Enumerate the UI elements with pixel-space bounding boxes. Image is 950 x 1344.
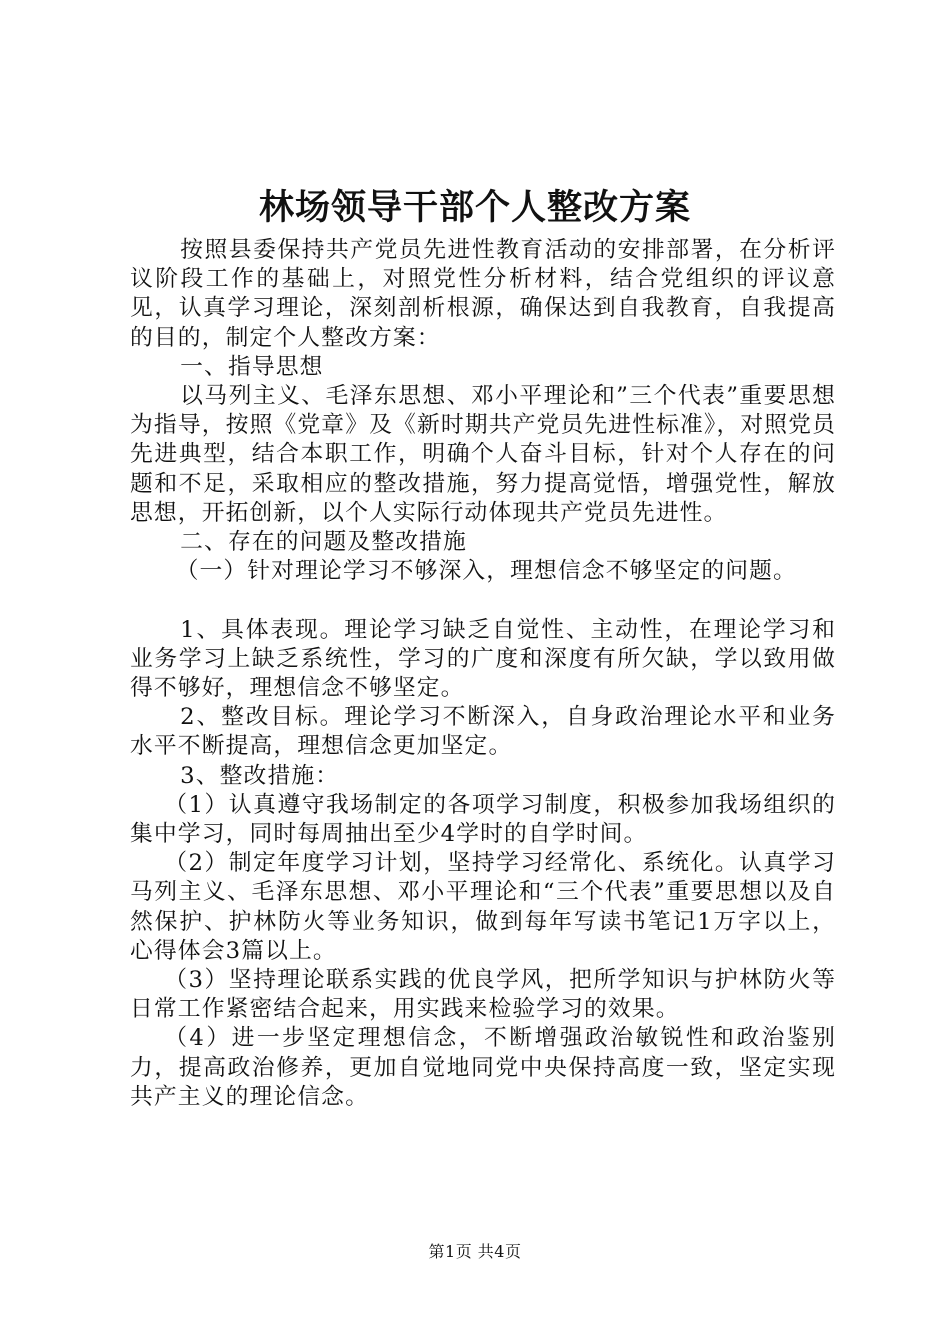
item-rectification-goal: 2、整改目标。理论学习不断深入，自身政治理论水平和业务水平不断提高，理想信念更加坚定。 <box>130 704 836 760</box>
page-footer: 第1页 共4页 <box>428 1242 522 1261</box>
section-heading-problems-measures: 二、存在的问题及整改措施 <box>180 529 467 556</box>
measure-3: （3）坚持理论联系实践的优良学风，把所学知识与护林防火等日常工作紧密结合起来，用实践来检验学习的效果。 <box>130 967 836 1023</box>
guiding-thought-paragraph: 以马列主义、毛泽东思想、邓小平理论和”三个代表”重要思想为指导，按照《党章》及《新时期共产党员先进性标准》，对照党员先进典型，结合本职工作，明确个人奋斗目标，针对个人存在的问题和不足，采取相应的整改措施，努力提高觉悟，增强党性，解放思想，开拓创新，以个人实际行动体现共产党员先进性。 <box>130 383 836 526</box>
intro-paragraph: 按照县委保持共产党员先进性教育活动的安排部署，在分析评议阶段工作的基础上，对照党性分析材料，结合党组织的评议意见，认真学习理论，深刻剖析根源，确保达到自我教育，自我提高的目的，制定个人整改方案： <box>130 237 836 351</box>
section-heading-guiding-thought: 一、指导思想 <box>180 353 324 380</box>
subsection-heading-theory-study: （一）针对理论学习不够深入，理想信念不够坚定的问题。 <box>175 558 797 585</box>
item-specific-performance: 1、具体表现。理论学习缺乏自觉性、主动性，在理论学习和业务学习上缺乏系统性，学习的广度和深度有所欠缺，学以致用做得不够好，理想信念不够坚定。 <box>130 616 836 702</box>
measure-2: （2）制定年度学习计划，坚持学习经常化、系统化。认真学习马列主义、毛泽东思想、邓小平理论和“三个代表”重要思想以及自然保护、护林防火等业务知识，做到每年写读书笔记1万字以上，心得体会3篇以上。 <box>130 850 836 964</box>
document-title: 林场领导干部个人整改方案 <box>258 187 691 228</box>
item-rectification-measures: 3、整改措施： <box>180 762 340 789</box>
measure-4: （4）进一步坚定理想信念，不断增强政治敏锐性和政治鉴别力，提高政治修养，更加自觉地同党中央保持高度一致，坚定实现共产主义的理论信念。 <box>130 1025 836 1110</box>
document-body <box>130 236 836 1112</box>
measure-1: （1）认真遵守我场制定的各项学习制度，积极参加我场组织的集中学习，同时每周抽出至少4学时的自学时间。 <box>130 791 836 848</box>
